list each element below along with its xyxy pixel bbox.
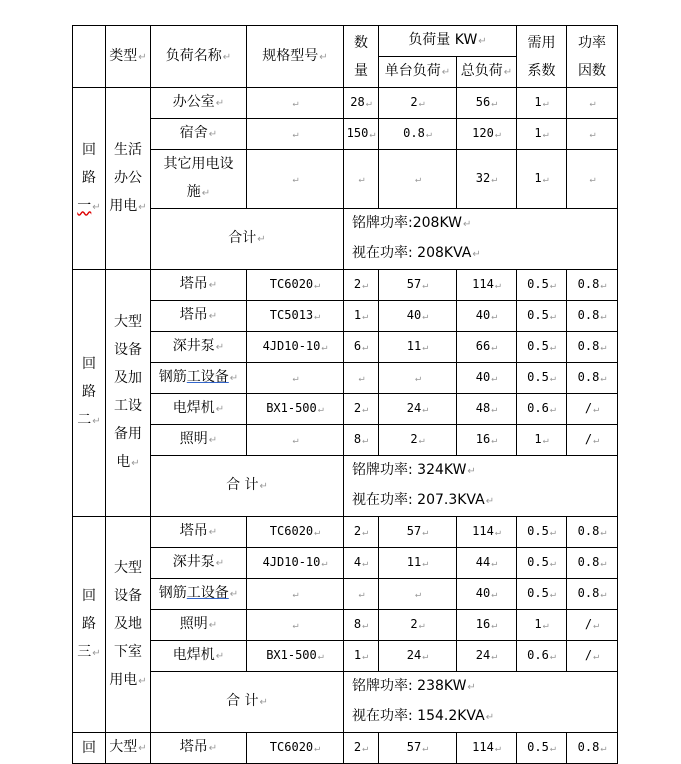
apparent-power: 视在功率: 208KVA↵ [344, 239, 618, 270]
power-factor: /↵ [567, 394, 618, 425]
power-factor: /↵ [567, 641, 618, 672]
table-row [73, 270, 618, 301]
total-load: 56↵ [457, 88, 517, 119]
single-load: 2↵ [379, 425, 457, 456]
qty: 28↵ [344, 88, 379, 119]
total-load: 32↵ [457, 150, 517, 209]
header-pf: 功率 因数 [567, 26, 618, 88]
demand-factor: 0.6↵ [517, 394, 567, 425]
qty: 1↵ [344, 641, 379, 672]
spec: TC5013↵ [247, 301, 344, 332]
circuit-label: 回 路 一↵ [73, 88, 106, 270]
load-name: 塔吊↵ [151, 270, 247, 301]
load-name: 宿舍↵ [151, 119, 247, 150]
qty: 8↵ [344, 610, 379, 641]
apparent-power: 视在功率: 154.2KVA↵ [344, 702, 618, 733]
load-name: 电焊机↵ [151, 641, 247, 672]
circuit-type: 大型↵ [106, 733, 151, 764]
power-factor: 0.8↵ [567, 332, 618, 363]
table-row [73, 363, 618, 394]
single-load: 2↵ [379, 610, 457, 641]
power-factor: 0.8↵ [567, 733, 618, 764]
power-factor: ↵ [567, 150, 618, 209]
total-load: 40↵ [457, 301, 517, 332]
nameplate-power: 铭牌功率:208KW↵ [344, 209, 618, 240]
table-row [73, 610, 618, 641]
demand-factor: 0.5↵ [517, 363, 567, 394]
table-row [73, 548, 618, 579]
load-name: 电焊机↵ [151, 394, 247, 425]
spec: ↵ [247, 150, 344, 209]
header-total-load: 总负荷↵ [457, 57, 517, 88]
spec: BX1-500↵ [247, 641, 344, 672]
subtotal-row [73, 672, 618, 703]
demand-factor: 1↵ [517, 119, 567, 150]
header-single-load: 单台负荷↵ [379, 57, 457, 88]
table-row [73, 150, 618, 209]
load-name: 照明↵ [151, 610, 247, 641]
total-load: 16↵ [457, 610, 517, 641]
qty: 4↵ [344, 548, 379, 579]
single-load: 40↵ [379, 301, 457, 332]
spec: ↵ [247, 579, 344, 610]
demand-factor: 0.5↵ [517, 270, 567, 301]
demand-factor: 0.5↵ [517, 301, 567, 332]
total-load: 120↵ [457, 119, 517, 150]
load-name: 办公室↵ [151, 88, 247, 119]
circuit-label: 回 [73, 733, 106, 764]
load-name: 钢筋工设备↵ [151, 363, 247, 394]
single-load: 2↵ [379, 88, 457, 119]
spec: ↵ [247, 610, 344, 641]
header-spec: 规格型号↵ [247, 26, 344, 88]
total-load: 66↵ [457, 332, 517, 363]
header-load-kw: 负荷量 KW↵ [379, 26, 517, 57]
single-load: 57↵ [379, 517, 457, 548]
header-type: 类型↵ [106, 26, 151, 88]
subtotal-row [73, 209, 618, 240]
single-load: 11↵ [379, 548, 457, 579]
demand-factor: 0.5↵ [517, 579, 567, 610]
single-load: 11↵ [379, 332, 457, 363]
power-factor: 0.8↵ [567, 579, 618, 610]
demand-factor: 0.5↵ [517, 548, 567, 579]
power-factor: 0.8↵ [567, 270, 618, 301]
demand-factor: 1↵ [517, 425, 567, 456]
single-load: 57↵ [379, 270, 457, 301]
total-load: 114↵ [457, 270, 517, 301]
table-row [73, 425, 618, 456]
power-factor: 0.8↵ [567, 301, 618, 332]
page-title [0, 0, 681, 24]
nameplate-power: 铭牌功率: 324KW↵ [344, 456, 618, 487]
circuit-type: 生活 办公 用电↵ [106, 88, 151, 270]
qty: 6↵ [344, 332, 379, 363]
subtotal-row [73, 456, 618, 487]
table-row [73, 394, 618, 425]
spec: ↵ [247, 119, 344, 150]
power-factor: 0.8↵ [567, 517, 618, 548]
header-load-name: 负荷名称↵ [151, 26, 247, 88]
header-demand: 需用 系数 [517, 26, 567, 88]
table-row [73, 301, 618, 332]
demand-factor: 0.5↵ [517, 733, 567, 764]
qty: 1↵ [344, 301, 379, 332]
qty: 2↵ [344, 517, 379, 548]
power-factor: /↵ [567, 610, 618, 641]
power-factor: ↵ [567, 119, 618, 150]
total-load: 44↵ [457, 548, 517, 579]
load-name: 照明↵ [151, 425, 247, 456]
circuit-label: 回 路 二↵ [73, 270, 106, 517]
circuit-label: 回 路 三↵ [73, 517, 106, 733]
qty: 2↵ [344, 270, 379, 301]
qty: 150↵ [344, 119, 379, 150]
qty: 2↵ [344, 394, 379, 425]
load-name: 塔吊↵ [151, 733, 247, 764]
demand-factor: 1↵ [517, 88, 567, 119]
demand-factor: 0.5↵ [517, 332, 567, 363]
load-calc-table [72, 25, 618, 764]
subtotal-label: 合计↵ [151, 209, 344, 270]
spec: 4JD10-10↵ [247, 548, 344, 579]
table-row [73, 119, 618, 150]
nameplate-power: 铭牌功率: 238KW↵ [344, 672, 618, 703]
circuit-type: 大型 设备 及地 下室 用电↵ [106, 517, 151, 733]
demand-factor: 0.6↵ [517, 641, 567, 672]
header-blank [73, 26, 106, 88]
single-load: ↵ [379, 150, 457, 209]
load-name: 塔吊↵ [151, 517, 247, 548]
circuit-type: 大型 设备 及加 工设 备用 电↵ [106, 270, 151, 517]
subtotal-label: 合 计↵ [151, 456, 344, 517]
total-load: 48↵ [457, 394, 517, 425]
table-row [73, 332, 618, 363]
single-load: 24↵ [379, 641, 457, 672]
spec: TC6020↵ [247, 733, 344, 764]
apparent-power: 视在功率: 207.3KVA↵ [344, 486, 618, 517]
spec: 4JD10-10↵ [247, 332, 344, 363]
total-load: 16↵ [457, 425, 517, 456]
load-name: 其它用电设 施↵ [151, 150, 247, 209]
single-load: 24↵ [379, 394, 457, 425]
table-row [73, 733, 618, 764]
total-load: 114↵ [457, 733, 517, 764]
subtotal-label: 合 计↵ [151, 672, 344, 733]
load-name: 塔吊↵ [151, 301, 247, 332]
power-factor: /↵ [567, 425, 618, 456]
total-load: 24↵ [457, 641, 517, 672]
spec: ↵ [247, 363, 344, 394]
qty: ↵ [344, 579, 379, 610]
qty: 2↵ [344, 733, 379, 764]
table-row [73, 579, 618, 610]
demand-factor: 1↵ [517, 610, 567, 641]
table-row [73, 641, 618, 672]
qty: ↵ [344, 150, 379, 209]
spec: TC6020↵ [247, 517, 344, 548]
load-name: 钢筋工设备↵ [151, 579, 247, 610]
single-load: 57↵ [379, 733, 457, 764]
spec: ↵ [247, 425, 344, 456]
demand-factor: 0.5↵ [517, 517, 567, 548]
single-load: 0.8↵ [379, 119, 457, 150]
total-load: 114↵ [457, 517, 517, 548]
demand-factor: 1↵ [517, 150, 567, 209]
spec: TC6020↵ [247, 270, 344, 301]
spec: BX1-500↵ [247, 394, 344, 425]
table-row [73, 517, 618, 548]
power-factor: 0.8↵ [567, 548, 618, 579]
power-factor: 0.8↵ [567, 363, 618, 394]
single-load: ↵ [379, 363, 457, 394]
spec: ↵ [247, 88, 344, 119]
total-load: 40↵ [457, 363, 517, 394]
single-load: ↵ [379, 579, 457, 610]
qty: 8↵ [344, 425, 379, 456]
load-name: 深井泵↵ [151, 548, 247, 579]
load-name: 深井泵↵ [151, 332, 247, 363]
table-row [73, 88, 618, 119]
power-factor: ↵ [567, 88, 618, 119]
qty: ↵ [344, 363, 379, 394]
total-load: 40↵ [457, 579, 517, 610]
header-qty: 数 量 [344, 26, 379, 88]
